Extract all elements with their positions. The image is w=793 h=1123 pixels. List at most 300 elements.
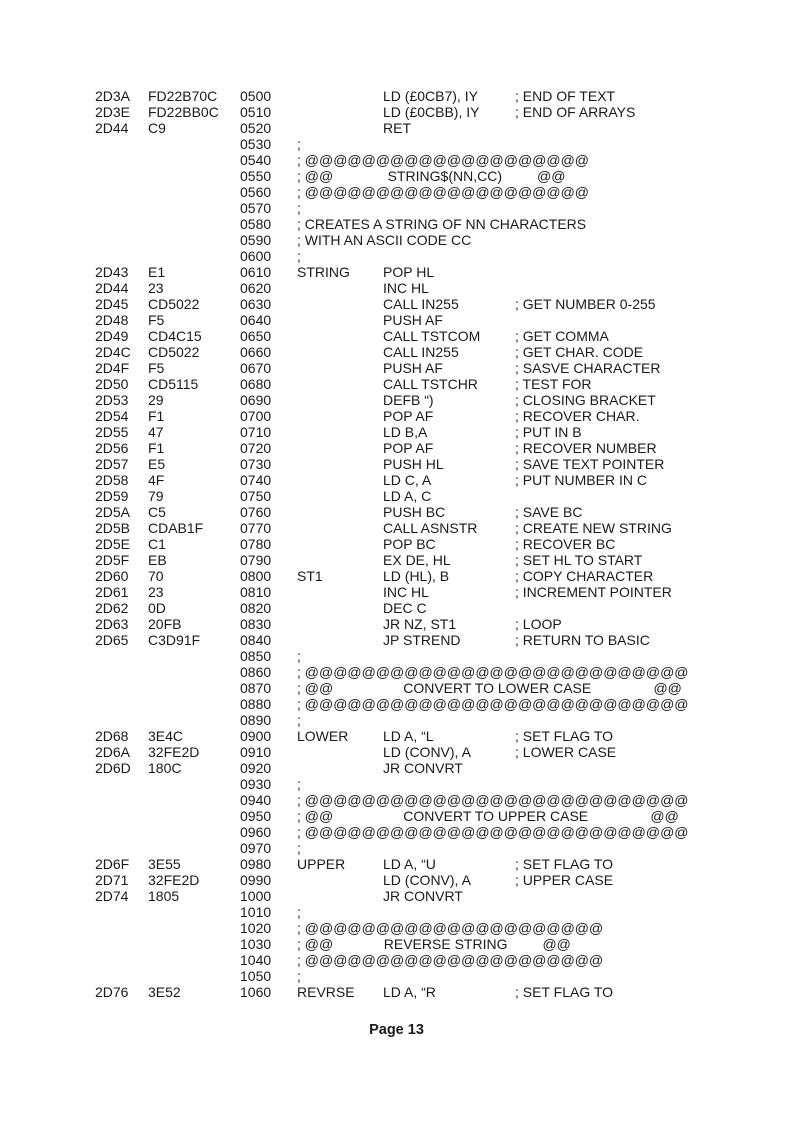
address-cell bbox=[95, 216, 148, 232]
comment-cell: ; RECOVER BC bbox=[515, 536, 616, 552]
label-cell bbox=[297, 888, 383, 904]
line-number-cell: 0940 bbox=[240, 792, 272, 808]
machine-code-cell: FD22BB0C bbox=[148, 104, 219, 120]
line-number-cell: 0650 bbox=[240, 328, 272, 344]
label-cell bbox=[297, 536, 383, 552]
listing-row bbox=[95, 920, 793, 936]
comment-cell: ; END OF ARRAYS bbox=[515, 104, 636, 120]
label-cell: ; @@ CONVERT TO LOWER CASE @@ bbox=[297, 680, 682, 696]
address-cell bbox=[95, 184, 148, 200]
line-number-cell: 1020 bbox=[240, 920, 272, 936]
machine-code-cell: F1 bbox=[148, 440, 165, 456]
listing-row bbox=[95, 856, 793, 872]
line-number-cell: 0690 bbox=[240, 392, 272, 408]
instruction-cell bbox=[383, 232, 515, 248]
machine-code-cell bbox=[148, 696, 240, 712]
label-cell: ; bbox=[297, 776, 301, 792]
comment-cell: ; PUT IN B bbox=[515, 424, 582, 440]
address-cell: 2D74 bbox=[95, 888, 129, 904]
comment-cell: ; GET COMMA bbox=[515, 328, 609, 344]
address-cell: 2D59 bbox=[95, 488, 129, 504]
machine-code-cell bbox=[148, 248, 240, 264]
comment-cell bbox=[515, 680, 793, 696]
line-number-cell: 0710 bbox=[240, 424, 272, 440]
listing-row bbox=[95, 712, 793, 728]
label-cell: ; bbox=[297, 136, 301, 152]
label-cell: ; @@@@@@@@@@@@@@@@@@@@@ bbox=[297, 952, 604, 968]
line-number-cell: 0630 bbox=[240, 296, 272, 312]
comment-cell bbox=[515, 488, 793, 504]
line-number-cell: 0880 bbox=[240, 696, 272, 712]
label-cell bbox=[297, 280, 383, 296]
instruction-cell: JR NZ, ST1 bbox=[383, 616, 457, 632]
machine-code-cell: CDAB1F bbox=[148, 520, 204, 536]
listing-row bbox=[95, 184, 793, 200]
instruction-cell: POP BC bbox=[383, 536, 436, 552]
address-cell: 2D3E bbox=[95, 104, 131, 120]
address-cell bbox=[95, 664, 148, 680]
comment-cell bbox=[515, 824, 793, 840]
instruction-cell: PUSH AF bbox=[383, 312, 443, 328]
instruction-cell bbox=[383, 248, 515, 264]
instruction-cell: POP HL bbox=[383, 264, 435, 280]
instruction-cell: LD B,A bbox=[383, 424, 428, 440]
listing-row bbox=[95, 392, 793, 408]
instruction-cell: LD A, “L bbox=[383, 728, 434, 744]
comment-cell bbox=[515, 184, 793, 200]
comment-cell: ; SET FLAG TO bbox=[515, 856, 614, 872]
label-cell bbox=[297, 520, 383, 536]
comment-cell bbox=[515, 840, 793, 856]
comment-cell: ; CLOSING BRACKET bbox=[515, 392, 656, 408]
machine-code-cell: 32FE2D bbox=[148, 872, 200, 888]
comment-cell: ; RETURN TO BASIC bbox=[515, 632, 650, 648]
address-cell: 2D4F bbox=[95, 360, 130, 376]
comment-cell: ; CREATE NEW STRING bbox=[515, 520, 672, 536]
label-cell: STRING bbox=[297, 264, 350, 280]
label-cell: ; @@@@@@@@@@@@@@@@@@@@@@@@@@@ bbox=[297, 664, 689, 680]
listing-row bbox=[95, 952, 793, 968]
label-cell: ; @@ REVERSE STRING @@ bbox=[297, 936, 571, 952]
listing-row bbox=[95, 200, 793, 216]
comment-cell bbox=[515, 760, 793, 776]
label-cell: ; bbox=[297, 712, 301, 728]
listing-row bbox=[95, 408, 793, 424]
listing-row bbox=[95, 264, 793, 280]
machine-code-cell bbox=[148, 952, 240, 968]
line-number-cell: 0980 bbox=[240, 856, 272, 872]
listing-row bbox=[95, 168, 793, 184]
line-number-cell: 0740 bbox=[240, 472, 272, 488]
comment-cell bbox=[515, 888, 793, 904]
instruction-cell: LD (CONV), A bbox=[383, 872, 471, 888]
line-number-cell: 0620 bbox=[240, 280, 272, 296]
line-number-cell: 0990 bbox=[240, 872, 272, 888]
comment-cell: ; GET CHAR. CODE bbox=[515, 344, 644, 360]
comment-cell bbox=[515, 136, 793, 152]
label-cell bbox=[297, 408, 383, 424]
listing-row bbox=[95, 776, 793, 792]
listing-row bbox=[95, 312, 793, 328]
line-number-cell: 0910 bbox=[240, 744, 272, 760]
machine-code-cell bbox=[148, 968, 240, 984]
instruction-cell: PUSH BC bbox=[383, 504, 446, 520]
label-cell: ; bbox=[297, 840, 301, 856]
line-number-cell: 0960 bbox=[240, 824, 272, 840]
instruction-cell: POP AF bbox=[383, 440, 434, 456]
address-cell bbox=[95, 808, 148, 824]
machine-code-cell: 32FE2D bbox=[148, 744, 200, 760]
line-number-cell: 1010 bbox=[240, 904, 272, 920]
machine-code-cell bbox=[148, 216, 240, 232]
instruction-cell: CALL IN255 bbox=[383, 344, 459, 360]
line-number-cell: 0790 bbox=[240, 552, 272, 568]
line-number-cell: 0950 bbox=[240, 808, 272, 824]
comment-cell: ; GET NUMBER 0-255 bbox=[515, 296, 656, 312]
label-cell: ; @@@@@@@@@@@@@@@@@@@@@@@@@@@ bbox=[297, 696, 689, 712]
address-cell: 2D62 bbox=[95, 600, 129, 616]
machine-code-cell: F1 bbox=[148, 408, 165, 424]
label-cell: ; @@@@@@@@@@@@@@@@@@@@@@@@@@@ bbox=[297, 792, 689, 808]
machine-code-cell bbox=[148, 200, 240, 216]
line-number-cell: 1000 bbox=[240, 888, 272, 904]
comment-cell bbox=[515, 696, 793, 712]
comment-cell: ; INCREMENT POINTER bbox=[515, 584, 672, 600]
comment-cell bbox=[515, 120, 793, 136]
comment-cell: ; PUT NUMBER IN C bbox=[515, 472, 647, 488]
comment-cell: ; END OF TEXT bbox=[515, 88, 616, 104]
comment-cell bbox=[515, 792, 793, 808]
line-number-cell: 0720 bbox=[240, 440, 272, 456]
line-number-cell: 0580 bbox=[240, 216, 272, 232]
instruction-cell: PUSH AF bbox=[383, 360, 443, 376]
address-cell: 2D6F bbox=[95, 856, 130, 872]
address-cell bbox=[95, 968, 148, 984]
label-cell: ; @@@@@@@@@@@@@@@@@@@@ bbox=[297, 152, 590, 168]
comment-cell bbox=[515, 648, 793, 664]
machine-code-cell: 29 bbox=[148, 392, 164, 408]
address-cell: 2D63 bbox=[95, 616, 129, 632]
address-cell bbox=[95, 648, 148, 664]
instruction-cell: DEC C bbox=[383, 600, 427, 616]
line-number-cell: 0550 bbox=[240, 168, 272, 184]
machine-code-cell: 4F bbox=[148, 472, 165, 488]
label-cell bbox=[297, 360, 383, 376]
page-footer bbox=[0, 1021, 793, 1039]
address-cell: 2D3A bbox=[95, 88, 131, 104]
listing-row bbox=[95, 424, 793, 440]
instruction-cell: LD A, “U bbox=[383, 856, 436, 872]
machine-code-cell bbox=[148, 648, 240, 664]
label-cell: ; @@@@@@@@@@@@@@@@@@@@ bbox=[297, 184, 590, 200]
instruction-cell: LD A, “R bbox=[383, 984, 436, 1000]
line-number-cell: 0800 bbox=[240, 568, 272, 584]
label-cell bbox=[297, 296, 383, 312]
address-cell bbox=[95, 168, 148, 184]
address-cell bbox=[95, 680, 148, 696]
instruction-cell: LD (HL), B bbox=[383, 568, 450, 584]
address-cell bbox=[95, 792, 148, 808]
listing-row bbox=[95, 904, 793, 920]
label-cell: ; bbox=[297, 904, 301, 920]
label-cell: UPPER bbox=[297, 856, 346, 872]
machine-code-cell: CD5115 bbox=[148, 376, 199, 392]
listing-row bbox=[95, 616, 793, 632]
address-cell: 2D4C bbox=[95, 344, 131, 360]
comment-cell bbox=[515, 152, 793, 168]
listing-row bbox=[95, 632, 793, 648]
instruction-cell: RET bbox=[383, 120, 411, 136]
label-cell bbox=[297, 632, 383, 648]
line-number-cell: 0920 bbox=[240, 760, 272, 776]
instruction-cell: EX DE, HL bbox=[383, 552, 451, 568]
machine-code-cell: E1 bbox=[148, 264, 166, 280]
listing-row bbox=[95, 280, 793, 296]
line-number-cell: 0660 bbox=[240, 344, 272, 360]
address-cell: 2D6A bbox=[95, 744, 131, 760]
instruction-cell bbox=[383, 200, 515, 216]
label-cell: ; @@@@@@@@@@@@@@@@@@@@@@@@@@@ bbox=[297, 824, 689, 840]
line-number-cell: 0520 bbox=[240, 120, 272, 136]
address-cell bbox=[95, 936, 148, 952]
instruction-cell bbox=[383, 696, 515, 712]
line-number-cell: 0530 bbox=[240, 136, 272, 152]
comment-cell: ; SET FLAG TO bbox=[515, 728, 614, 744]
label-cell bbox=[297, 344, 383, 360]
label-cell bbox=[297, 584, 383, 600]
comment-cell: ; SET FLAG TO bbox=[515, 984, 614, 1000]
address-cell: 2D44 bbox=[95, 280, 129, 296]
label-cell: ; @@ CONVERT TO UPPER CASE @@ bbox=[297, 808, 679, 824]
line-number-cell: 1050 bbox=[240, 968, 272, 984]
line-number-cell: 0750 bbox=[240, 488, 272, 504]
instruction-cell bbox=[383, 664, 515, 680]
instruction-cell: CALL TSTCOM bbox=[383, 328, 481, 344]
label-cell bbox=[297, 760, 383, 776]
comment-cell bbox=[515, 216, 793, 232]
comment-cell: ; RECOVER NUMBER bbox=[515, 440, 657, 456]
label-cell bbox=[297, 120, 383, 136]
listing-row bbox=[95, 376, 793, 392]
line-number-cell: 0930 bbox=[240, 776, 272, 792]
instruction-cell bbox=[383, 952, 515, 968]
machine-code-cell: E5 bbox=[148, 456, 166, 472]
line-number-cell: 1060 bbox=[240, 984, 272, 1000]
instruction-cell: LD (CONV), A bbox=[383, 744, 471, 760]
listing-row bbox=[95, 936, 793, 952]
machine-code-cell: 3E4C bbox=[148, 728, 184, 744]
address-cell: 2D5E bbox=[95, 536, 131, 552]
machine-code-cell bbox=[148, 232, 240, 248]
label-cell bbox=[297, 312, 383, 328]
line-number-cell: 0610 bbox=[240, 264, 272, 280]
line-number-cell: 0970 bbox=[240, 840, 272, 856]
address-cell bbox=[95, 136, 148, 152]
instruction-cell: LD (£0CBB), IY bbox=[383, 104, 480, 120]
label-cell bbox=[297, 872, 383, 888]
comment-cell: ; SAVE BC bbox=[515, 504, 583, 520]
address-cell bbox=[95, 952, 148, 968]
listing-row bbox=[95, 744, 793, 760]
label-cell: REVRSE bbox=[297, 984, 355, 1000]
address-cell: 2D6D bbox=[95, 760, 131, 776]
line-number-cell: 1040 bbox=[240, 952, 272, 968]
listing-row bbox=[95, 488, 793, 504]
listing-row bbox=[95, 344, 793, 360]
machine-code-cell: 79 bbox=[148, 488, 164, 504]
listing-row bbox=[95, 504, 793, 520]
address-cell bbox=[95, 200, 148, 216]
comment-cell: ; SET HL TO START bbox=[515, 552, 643, 568]
listing-row bbox=[95, 680, 793, 696]
listing-row bbox=[95, 984, 793, 1000]
address-cell: 2D53 bbox=[95, 392, 129, 408]
label-cell bbox=[297, 552, 383, 568]
instruction-cell: CALL TSTCHR bbox=[383, 376, 478, 392]
comment-cell bbox=[515, 920, 793, 936]
instruction-cell bbox=[383, 968, 515, 984]
instruction-cell bbox=[383, 648, 515, 664]
comment-cell bbox=[515, 312, 793, 328]
instruction-cell bbox=[383, 904, 515, 920]
instruction-cell bbox=[383, 824, 515, 840]
instruction-cell bbox=[383, 840, 515, 856]
instruction-cell: LD C, A bbox=[383, 472, 432, 488]
machine-code-cell: 70 bbox=[148, 568, 164, 584]
assembly-listing bbox=[95, 88, 793, 1000]
comment-cell bbox=[515, 968, 793, 984]
address-cell: 2D60 bbox=[95, 568, 129, 584]
address-cell: 2D55 bbox=[95, 424, 129, 440]
instruction-cell bbox=[383, 168, 515, 184]
address-cell bbox=[95, 152, 148, 168]
listing-row bbox=[95, 328, 793, 344]
comment-cell bbox=[515, 712, 793, 728]
line-number-cell: 0830 bbox=[240, 616, 272, 632]
machine-code-cell: 0D bbox=[148, 600, 166, 616]
machine-code-cell: F5 bbox=[148, 312, 165, 328]
instruction-cell bbox=[383, 152, 515, 168]
instruction-cell: LD (£0CB7), IY bbox=[383, 88, 478, 104]
listing-row bbox=[95, 664, 793, 680]
instruction-cell bbox=[383, 184, 515, 200]
comment-cell bbox=[515, 664, 793, 680]
machine-code-cell: 20FB bbox=[148, 616, 182, 632]
address-cell: 2D45 bbox=[95, 296, 129, 312]
instruction-cell: JP STREND bbox=[383, 632, 461, 648]
line-number-cell: 0870 bbox=[240, 680, 272, 696]
listing-row bbox=[95, 136, 793, 152]
address-cell: 2D54 bbox=[95, 408, 129, 424]
listing-row bbox=[95, 152, 793, 168]
instruction-cell: INC HL bbox=[383, 584, 429, 600]
machine-code-cell bbox=[148, 840, 240, 856]
machine-code-cell bbox=[148, 808, 240, 824]
listing-row bbox=[95, 728, 793, 744]
label-cell bbox=[297, 424, 383, 440]
machine-code-cell bbox=[148, 792, 240, 808]
address-cell: 2D71 bbox=[95, 872, 129, 888]
instruction-cell: CALL ASNSTR bbox=[383, 520, 478, 536]
line-number-cell: 0600 bbox=[240, 248, 272, 264]
comment-cell bbox=[515, 248, 793, 264]
address-cell bbox=[95, 840, 148, 856]
machine-code-cell: 1805 bbox=[148, 888, 180, 904]
listing-row bbox=[95, 216, 793, 232]
listing-row bbox=[95, 296, 793, 312]
comment-cell: ; SAVE TEXT POINTER bbox=[515, 456, 665, 472]
machine-code-cell bbox=[148, 168, 240, 184]
listing-row bbox=[95, 104, 793, 120]
line-number-cell: 0500 bbox=[240, 88, 272, 104]
instruction-cell bbox=[383, 136, 515, 152]
address-cell bbox=[95, 232, 148, 248]
comment-cell: ; UPPER CASE bbox=[515, 872, 614, 888]
page-number: Page 13 bbox=[369, 1022, 424, 1038]
line-number-cell: 0670 bbox=[240, 360, 272, 376]
label-cell: ; bbox=[297, 248, 301, 264]
line-number-cell: 0840 bbox=[240, 632, 272, 648]
comment-cell: ; RECOVER CHAR. bbox=[515, 408, 640, 424]
instruction-cell bbox=[383, 216, 515, 232]
line-number-cell: 0730 bbox=[240, 456, 272, 472]
line-number-cell: 0760 bbox=[240, 504, 272, 520]
label-cell bbox=[297, 88, 383, 104]
machine-code-cell: C1 bbox=[148, 536, 166, 552]
address-cell: 2D50 bbox=[95, 376, 129, 392]
comment-cell bbox=[515, 904, 793, 920]
comment-cell bbox=[515, 168, 793, 184]
instruction-cell bbox=[383, 936, 515, 952]
comment-cell bbox=[515, 200, 793, 216]
line-number-cell: 0560 bbox=[240, 184, 272, 200]
listing-row bbox=[95, 248, 793, 264]
instruction-cell: LD A, C bbox=[383, 488, 432, 504]
listing-row bbox=[95, 568, 793, 584]
address-cell: 2D49 bbox=[95, 328, 129, 344]
listing-row bbox=[95, 456, 793, 472]
address-cell bbox=[95, 712, 148, 728]
listing-row bbox=[95, 696, 793, 712]
machine-code-cell bbox=[148, 152, 240, 168]
listing-row bbox=[95, 968, 793, 984]
listing-row bbox=[95, 824, 793, 840]
machine-code-cell: 3E52 bbox=[148, 984, 181, 1000]
machine-code-cell bbox=[148, 824, 240, 840]
listing-row bbox=[95, 440, 793, 456]
line-number-cell: 0780 bbox=[240, 536, 272, 552]
line-number-cell: 0640 bbox=[240, 312, 272, 328]
address-cell: 2D5F bbox=[95, 552, 130, 568]
label-cell: ; bbox=[297, 200, 301, 216]
machine-code-cell bbox=[148, 904, 240, 920]
address-cell bbox=[95, 696, 148, 712]
label-cell bbox=[297, 456, 383, 472]
label-cell: ; CREATES A STRING OF NN CHARACTERS bbox=[297, 216, 587, 232]
machine-code-cell: CD5022 bbox=[148, 344, 200, 360]
address-cell: 2D56 bbox=[95, 440, 129, 456]
instruction-cell: JR CONVRT bbox=[383, 888, 463, 904]
instruction-cell bbox=[383, 792, 515, 808]
address-cell: 2D5A bbox=[95, 504, 131, 520]
comment-cell bbox=[515, 600, 793, 616]
line-number-cell: 1030 bbox=[240, 936, 272, 952]
line-number-cell: 0570 bbox=[240, 200, 272, 216]
comment-cell bbox=[515, 808, 793, 824]
listing-row bbox=[95, 648, 793, 664]
comment-cell: ; LOWER CASE bbox=[515, 744, 617, 760]
label-cell: ST1 bbox=[297, 568, 323, 584]
